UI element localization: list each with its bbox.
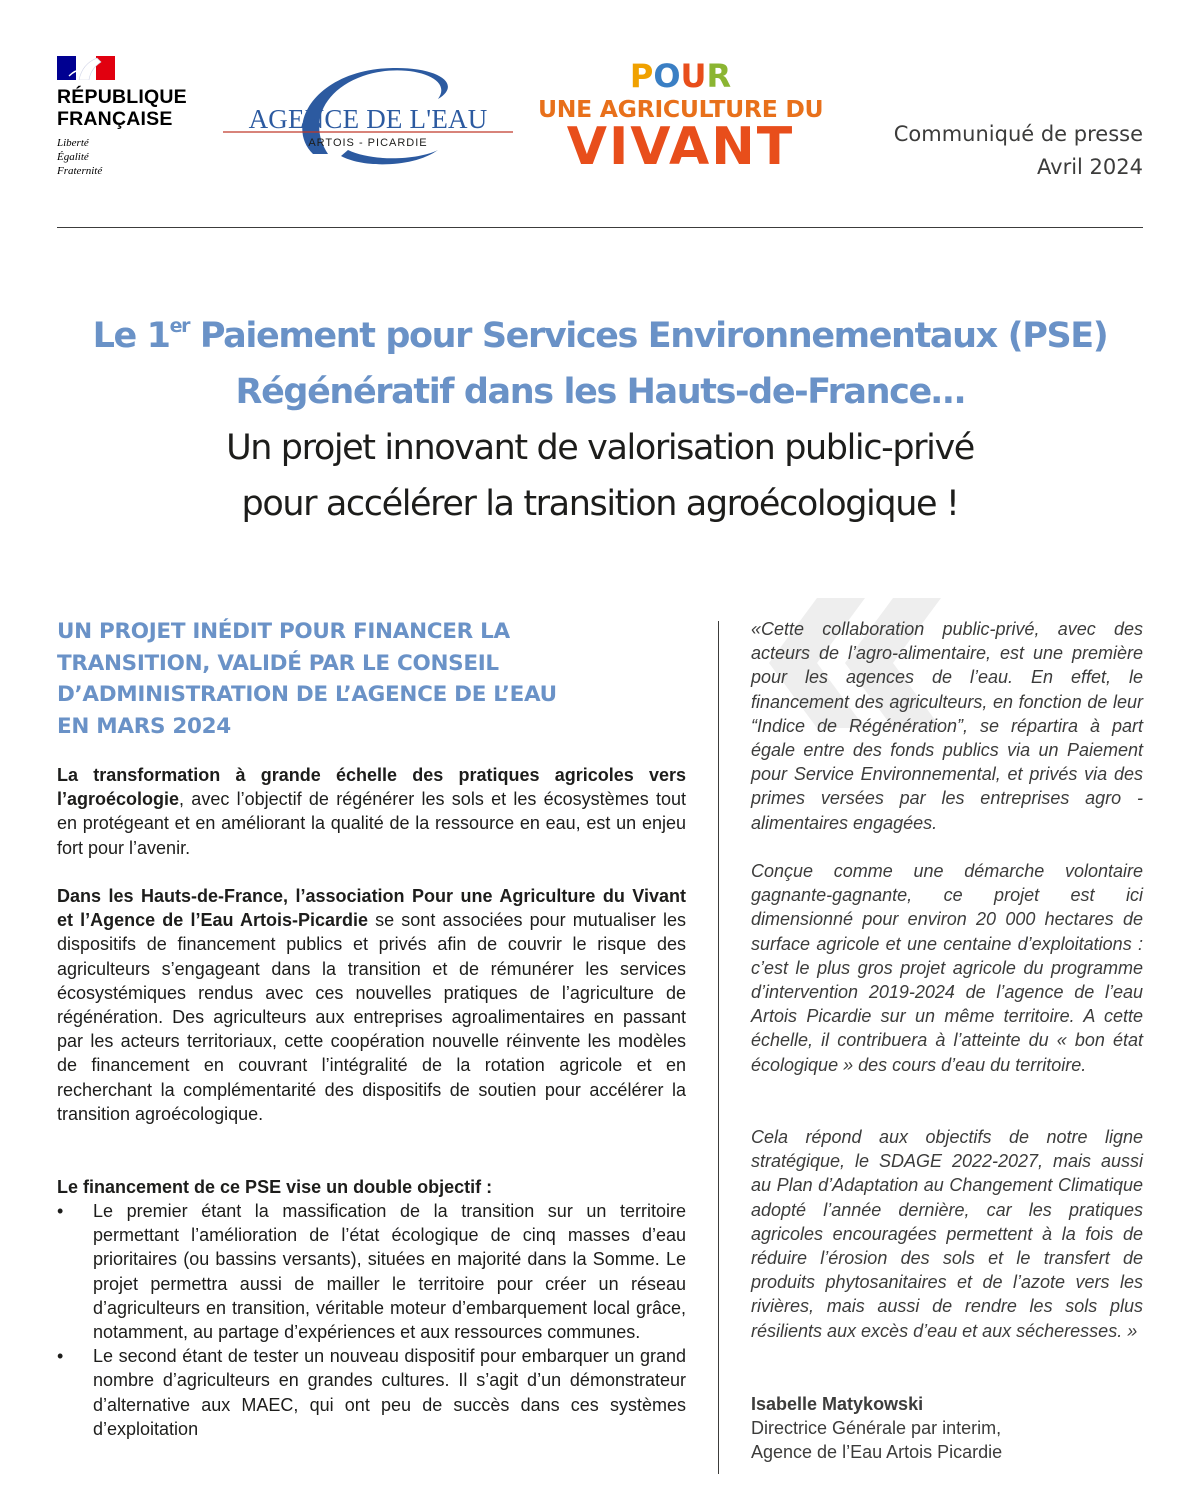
header-divider — [57, 227, 1143, 228]
list-item — [57, 1344, 686, 1441]
motto-egalite: Égalité — [57, 151, 89, 163]
paragraph-intro — [57, 763, 686, 860]
title-line1-post: Paiement pour Services Environnementaux (PSE) — [189, 316, 1108, 356]
pav-letter-o: O — [653, 57, 681, 95]
press-type: Communiqué de presse — [893, 122, 1143, 146]
quote-signature — [751, 1392, 1143, 1465]
paragraph-partnership — [57, 884, 686, 1126]
signature-organization: Agence de l’Eau Artois Picardie — [751, 1442, 1003, 1463]
section-heading-line1: UN PROJET INÉDIT POUR FINANCER LA — [57, 619, 510, 644]
section-heading-line2: TRANSITION, VALIDÉ PAR LE CONSEIL — [57, 650, 499, 676]
pav-letter-u: U — [680, 57, 707, 95]
agence-de-leau-logo — [223, 64, 513, 174]
section-heading — [57, 616, 686, 742]
pav-logo-line3: VIVANT — [566, 117, 795, 177]
motto-fraternite: Fraternité — [57, 165, 103, 177]
objectives-list — [57, 1199, 686, 1441]
signature-role: Directrice Générale par interim, — [751, 1418, 1002, 1439]
pav-letter-p: P — [629, 57, 654, 95]
document-header — [0, 0, 1200, 230]
paragraph-intro-text: , avec l’objectif de régénérer les sols et les écosystèmes tout en protégeant et en améliorant la qualité de la ressource en eau, est un enjeu fort pour l’avenir. — [57, 789, 686, 858]
column-divider — [718, 621, 719, 1474]
signature-name: Isabelle Matykowski — [751, 1394, 924, 1414]
agence-logo-subtitle: ARTOIS - PICARDIE — [308, 137, 428, 149]
page-title — [0, 308, 1200, 532]
pour-une-agriculture-du-vivant-logo — [538, 58, 823, 178]
press-release-label — [894, 118, 1143, 184]
pav-letter-r: R — [706, 57, 732, 95]
republique-francaise-motto — [57, 136, 102, 178]
quote-paragraph-2: Conçue comme une démarche volontaire gagnante-gagnante, ce projet est ici dimensionné pour environ 20 000 hectares de surface agricole et une centaine d’exploitations : c’est le plus gros projet agricole du programme d’intervention 2019-2024 de l’agence de l’eau Artois Picardie sur un même territoire. A cette échelle, il contribuera à l’atteinte du « bon état écologique » des cours d’eau du territoire. — [751, 861, 1143, 1075]
objectives-heading: Le financement de ce PSE vise un double objectif : — [57, 1177, 493, 1197]
press-date: Avril 2024 — [1037, 155, 1143, 179]
title-line4: pour accélérer la transition agroécologique ! — [241, 484, 959, 524]
republique-francaise-name — [57, 86, 187, 130]
motto-liberte: Liberté — [57, 137, 89, 149]
title-line3: Un projet innovant de valorisation public-privé — [226, 428, 974, 468]
pav-logo-word-pour — [538, 58, 823, 94]
list-item-text: Le second étant de tester un nouveau dispositif pour embarquer un grand nombre d’agriculteurs en grandes cultures. Il s’agit d’un démonstrateur d’alternative aux MAEC, qui ont peu de succès dans ces systèmes d’exploitation — [93, 1346, 686, 1439]
paragraph-intro-bold: La transformation à grande échelle des pratiques agricoles vers l’agroécologie — [57, 765, 686, 810]
bullet-icon: • — [57, 1201, 64, 1221]
quote-paragraph-1: «Cette collaboration public-privé, avec des acteurs de l’agro-alimentaire, est une première pour les agences de l’eau. En effet, le financement des agriculteurs, en fonction de leur “Indice de Régénération”, se répartira à part égale entre des fonds publics via un Paiement pour Service Environnemental, et privés via des primes versées par les entreprises agro -alimentaires engagées. — [751, 619, 1143, 833]
paragraph-partnership-text: se sont associées pour mutualiser les dispositifs de financement publics et privés afin de couvrir le risque des agriculteurs s’engageant dans la transition et de rémunérer les services écosystémiques rendus avec ces nouvelles pratiques de l’agriculture de régénération. Des agriculteurs aux entreprises agroalimentaires en passant par les acteurs territoriaux, cette coopération nouvelle réinvente les modèles de financement en couvrant l’intégralité de la rotation agricole et en recherchant la complémentarité des dispositifs de soutien pour accélérer la transition agroécologique. — [57, 910, 686, 1124]
marianne-flag-icon — [57, 56, 115, 80]
agence-logo-title: AGENCE DE L'EAU — [248, 104, 488, 134]
section-heading-line4: EN MARS 2024 — [57, 713, 231, 739]
paragraph-partnership-bold: Dans les Hauts-de-France, l’association Pour une Agriculture du Vivant et l’Agence de l’Eau Artois-Picardie — [57, 886, 686, 931]
rf-name-line2: FRANÇAISE — [57, 108, 173, 130]
title-line1-sup: er — [169, 315, 190, 337]
rf-name-line1: RÉPUBLIQUE — [57, 86, 187, 108]
title-line1 — [0, 308, 1200, 364]
left-column — [57, 616, 686, 1439]
title-line2: Régénératif dans les Hauts-de-France… — [235, 372, 965, 412]
pav-logo-line2: UNE AGRICULTURE DU — [538, 95, 824, 123]
title-line1-pre: Le 1 — [92, 316, 170, 356]
bullet-icon: • — [57, 1346, 64, 1367]
section-heading-line3: D’ADMINISTRATION DE L’AGENCE DE L’EAU — [57, 682, 557, 707]
quote-paragraph-3: Cela répond aux objectifs de notre ligne stratégique, le SDAGE 2022-2027, mais aussi au Plan d’Adaptation au Changement Climatique adopté l’année dernière, car les pratiques agricoles encouragées permettent à la fois de réduire l’érosion des sols et le transfert de produits phytosanitaires et de l’azote vers les rivières, mais aussi de rendre les sols plus résilients aux excès d’eau et aux sécheresses. » — [751, 1127, 1143, 1341]
list-item-text: Le premier étant la massification de la transition sur un territoire permettant l’amélioration de l’état écologique de cinq masses d’eau prioritaires (ou bassins versants), situées en majorité dans la Somme. Le projet permettra aussi de mailler le territoire pour créer un réseau d’agriculteurs en transition, véritable moteur d’embarquement local grâce, notamment, au partage d’expériences et aux ressources communes. — [93, 1201, 686, 1343]
list-item — [57, 1199, 686, 1344]
